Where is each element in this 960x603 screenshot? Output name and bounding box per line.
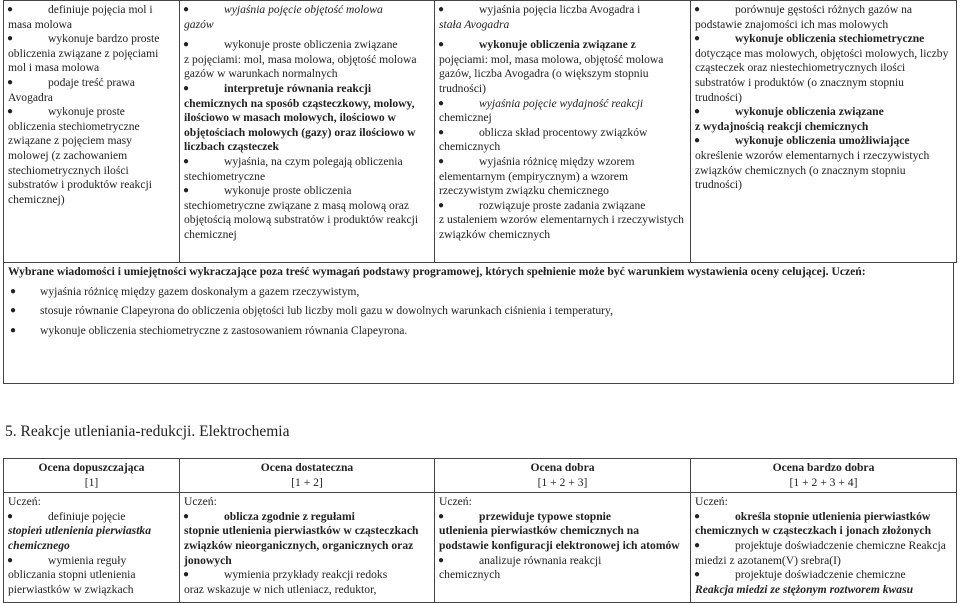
excellent-grade-intro: Wybrane wiadomości i umiejętności wykraczające poza treść wymagań podstawy programowej, których spełnienie może być warunkiem wystawienia oceny celującej. Uczeń: [8, 265, 866, 278]
list-item: ● stosuje równanie Clapeyrona do obliczenia objętości lub liczby moli gazu w dowolnych warunkach ciśnienia i temperatury, [10, 304, 613, 318]
list-item: ● wykonuje proste obliczenia stechiometryczne związane z masą molową oraz objętością molową substratów i produktów reakcji chemicznej [183, 184, 419, 241]
list-item: ● wymienia przykłady reakcji redoks oraz wskazuje w nich utleniacz, reduktor, [183, 568, 388, 596]
student-label: Uczeń: [8, 495, 41, 509]
list-item: ● wykonuje obliczenia związane z pojęciami: mol, masa molowa, objętość molowa gazów, liczba Avogadra (o większym stopniu trudności) [438, 38, 664, 95]
list-item: ● wyjaśnia pojęcie objętość molowa gazów [183, 3, 383, 31]
student-label: Uczeń: [184, 495, 217, 509]
list-item: ● wykonuje proste obliczenia związane z pojęciami: mol, masa molowa, objętość molowa gazów w warunkach normalnych [183, 38, 417, 81]
requirements-table-bottom [3, 458, 957, 603]
list-item: ● projektuje doświadczenie chemiczne Reakcja miedzi ze stężonym roztworem kwasu [694, 568, 914, 596]
list-item: ● wykonuje obliczenia stechiometryczne z zastosowaniem równania Clapeyrona. [10, 323, 408, 337]
list-item: ● rozwiązuje proste zadania związane z ustaleniem wzorów elementarnych i rzeczywistych związków chemicznych [438, 198, 684, 241]
list-item: ● analizuje równania reakcji chemicznych [438, 553, 602, 582]
grade-column-3 [435, 1, 691, 263]
grade-column-2 [180, 493, 435, 603]
list-item: ● przewiduje typowe stopnie utlenienia pierwiastków chemicznych na podstawie konfiguracji elektronowej ich atomów [438, 509, 680, 552]
list-item: ● wyjaśnia, na czym polegają obliczenia stechiometryczne [183, 154, 403, 183]
grade-column-1 [4, 1, 180, 263]
list-item: ● projektuje doświadczenie chemiczne Reakcja miedzi z azotanem(V) srebra(I) [694, 538, 946, 567]
list-item: ● definiuje pojęcie stopień utlenienia pierwiastka chemicznego [7, 509, 152, 552]
list-item: ● wykonuje obliczenia umożliwiające określenie wzorów elementarnych i rzeczywistych związków chemicznych (o znacznym stopniu trudności) [694, 134, 930, 192]
grade-column-4 [691, 1, 957, 263]
student-label: Uczeń: [439, 495, 472, 509]
list-item: ● wyjaśnia różnicę między wzorem elementarnym (empirycznym) a wzorem rzeczywistym związku chemicznego [438, 154, 635, 198]
list-item: ● wykonuje obliczenia stechiometryczne dotyczące mas molowych, objętości molowych, liczby cząsteczek oraz niestechiometrycznych ilości substratów i produktów (o znacznym stopniu trudności) [694, 32, 949, 104]
student-label: Uczeń: [695, 495, 728, 509]
list-item: ● oblicza skład procentowy związków chemicznych [438, 125, 648, 154]
section-title: 5. Reakcje utleniania-redukcji. Elektrochemia [5, 423, 290, 440]
list-item: ● oblicza zgodnie z regułami stopnie utlenienia pierwiastków w cząsteczkach związków nieorganicznych, organicznych oraz jonowych [183, 509, 419, 567]
grade-column-4 [691, 493, 957, 603]
list-item: ● wykonuje bardzo proste obliczenia związane z pojęciami mol i masa molowa [7, 32, 160, 75]
requirements-table-top [3, 0, 957, 263]
grade-column-2 [180, 1, 435, 263]
list-item: ● wykonuje proste obliczenia stechiometryczne związane z pojęciem masy molowej (z zachowaniem stechiometrycznych ilości substratów i produktów reakcji chemicznej) [7, 105, 152, 206]
list-item: ● wyjaśnia pojęcie wydajność reakcji chemicznej [438, 96, 644, 125]
grade-header-4: Ocena bardzo dobra [1 + 2 + 3 + 4] [691, 459, 957, 493]
list-item: ● interpretuje równania reakcji chemicznych na sposób cząsteczkowy, molowy, ilościowo w masach molowych, ilościowo w objętościach molowych (gazy) oraz ilościowo w liczbach cząsteczek [183, 81, 416, 154]
grade-header-1: Ocena dopuszczająca [1] [4, 459, 180, 493]
grade-header-3: Ocena dobra [1 + 2 + 3] [435, 459, 691, 493]
list-item: ● wyjaśnia różnicę między gazem doskonałym a gazem rzeczywistym, [10, 284, 360, 298]
grade-column-3 [435, 493, 691, 603]
list-item: ● podaje treść prawa Avogadra [7, 75, 135, 104]
list-item: ● definiuje pojęcia mol i masa molowa [7, 3, 153, 31]
grade-header-row [4, 459, 957, 493]
list-item: ● wyjaśnia pojęcia liczba Avogadra i stała Avogadra [438, 3, 641, 31]
grade-header-2: Ocena dostateczna [1 + 2] [180, 459, 435, 493]
excellent-grade-box [3, 262, 954, 384]
list-item: ● wymienia reguły obliczania stopni utlenienia pierwiastków w związkach [7, 553, 136, 596]
list-item: ● porównuje gęstości różnych gazów na podstawie znajomości ich mas molowych [694, 3, 913, 31]
grade-column-1 [4, 493, 180, 603]
list-item: ● wykonuje obliczenia związane z wydajnością reakcji chemicznych [694, 105, 884, 133]
list-item: ● określa stopnie utlenienia pierwiastków chemicznych w cząsteczkach i jonach złożonych [694, 509, 932, 538]
